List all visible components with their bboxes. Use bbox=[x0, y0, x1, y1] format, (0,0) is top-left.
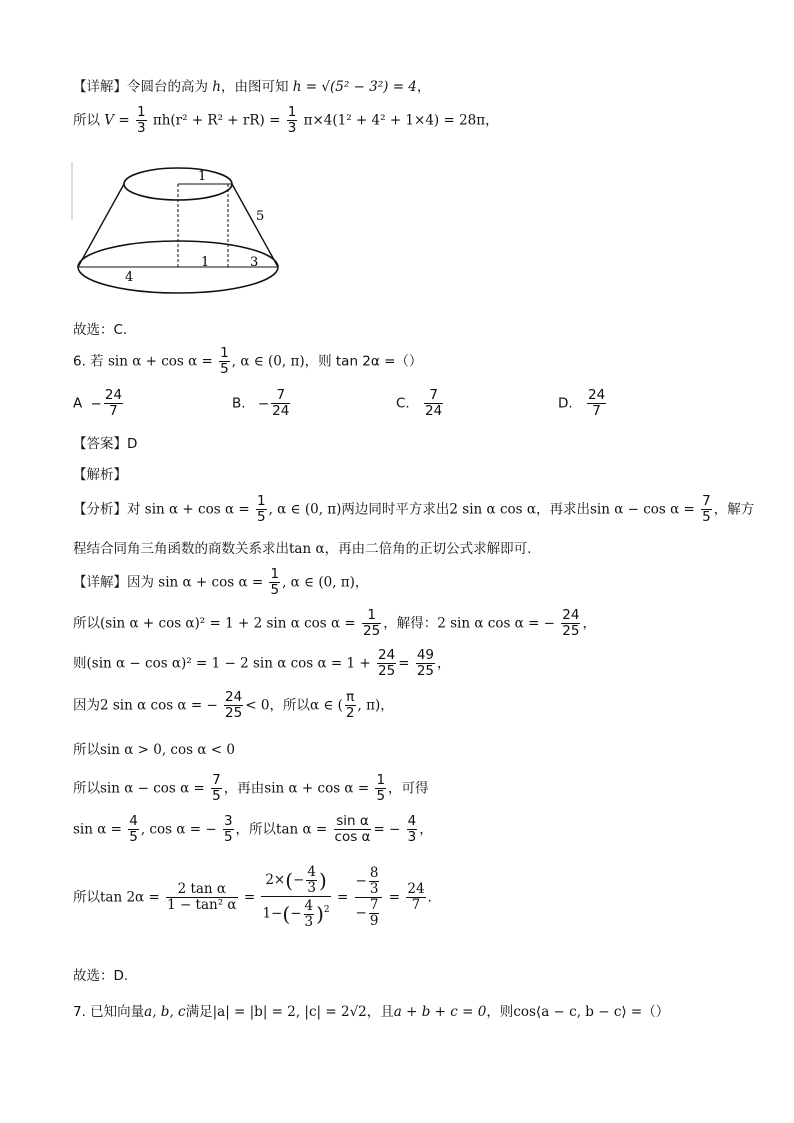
math: sin α − cos α = bbox=[100, 780, 205, 797]
text: ， bbox=[380, 697, 394, 714]
math: 2 sin α cos α bbox=[449, 501, 536, 518]
detail-text: 令圆台的高为 bbox=[127, 79, 208, 95]
option-a-fraction: $\frac{24}{7}$ bbox=[104, 387, 123, 419]
step-2 bbox=[73, 608, 596, 639]
text: ，再由 bbox=[223, 780, 265, 797]
text: ，所以 bbox=[269, 697, 310, 714]
math: sin α = bbox=[73, 821, 122, 838]
text: ，再由二倍角的正切公式求解即可. bbox=[324, 541, 532, 557]
text: ，所以 bbox=[235, 821, 277, 838]
text: 两边同时平方求出 bbox=[341, 501, 450, 518]
option-c bbox=[396, 388, 445, 419]
fenxi-line-2 bbox=[73, 537, 531, 557]
left-generatrix bbox=[78, 184, 124, 267]
text: 程结合同角三角函数的商数关系求出 bbox=[73, 541, 289, 557]
fraction-one-third-2: $\frac{1}{3}$ bbox=[287, 104, 297, 136]
math: |a| = |b| = 2, |c| = 2√2 bbox=[212, 1004, 367, 1020]
math: 2 sin α cos α = − bbox=[437, 615, 555, 632]
var-h: h bbox=[212, 79, 221, 95]
math: , π) bbox=[357, 697, 381, 714]
text: 所以 bbox=[73, 780, 100, 797]
detail-label: 【详解】 bbox=[73, 79, 127, 95]
math: = bbox=[398, 655, 410, 672]
text: ，解得： bbox=[383, 615, 438, 632]
math: < 0 bbox=[245, 697, 270, 714]
punct: ， bbox=[416, 79, 431, 95]
fenxi-line-1 bbox=[73, 494, 754, 525]
xiangjie-label: 【详解】 bbox=[73, 574, 127, 591]
label-bottom-radius: 4 bbox=[125, 270, 134, 285]
text: ，且 bbox=[366, 1004, 394, 1020]
fraction-compound: 2×(− $\frac{4}{3}$ ) 1−(− $\frac{4}{3}$ )$^2$ bbox=[262, 864, 330, 930]
math: α ∈ ( bbox=[309, 697, 343, 714]
volume-lhs: V = bbox=[104, 112, 130, 129]
math: sin α + cos α = bbox=[144, 501, 250, 518]
volume-line bbox=[73, 105, 499, 136]
math: , cos α = − bbox=[140, 821, 217, 838]
fraction-24-7: $\frac{24}{7}$ bbox=[407, 880, 425, 913]
option-letter: C. bbox=[396, 395, 410, 412]
label-top-radius: 1 bbox=[198, 169, 207, 184]
fraction-1-5: $\frac{1}{5}$ bbox=[376, 772, 386, 804]
answer-line bbox=[73, 432, 137, 452]
step-5 bbox=[73, 738, 235, 758]
option-c-fraction: $\frac{7}{24}$ bbox=[425, 387, 443, 419]
label-slant: 5 bbox=[256, 209, 265, 224]
text: 所以 bbox=[73, 889, 100, 906]
conclusion: 故选：D. bbox=[73, 968, 129, 984]
fraction-1-25: $\frac{1}{25}$ bbox=[363, 607, 381, 639]
answer-label: 【答案】 bbox=[73, 436, 127, 452]
previous-answer: 故选：C. bbox=[73, 322, 128, 338]
q6-range: , α ∈ (0, π) bbox=[231, 353, 305, 370]
fraction-one-third: $\frac{1}{3}$ bbox=[136, 104, 146, 136]
fraction-8-3-over-7-9: − $\frac{8}{3}$ − $\frac{7}{9}$ bbox=[355, 866, 383, 929]
step-7 bbox=[73, 814, 433, 845]
frustum-figure bbox=[70, 160, 290, 300]
fraction-24-25: $\frac{24}{25}$ bbox=[378, 647, 396, 679]
q6-ask: ，则 tan 2α =（） bbox=[304, 353, 423, 370]
option-letter: A bbox=[73, 395, 83, 412]
math: , α ∈ (0, π) bbox=[282, 574, 355, 591]
text: ，则 bbox=[486, 1004, 514, 1020]
text: ，解方 bbox=[713, 501, 755, 518]
volume-prefix: 所以 bbox=[73, 112, 100, 129]
q7-number: 7. 已知向量 bbox=[73, 1004, 145, 1020]
detail-line-1 bbox=[73, 75, 430, 95]
math: cos⟨a − c, b − c⟩ =（） bbox=[513, 1004, 670, 1020]
fraction-2tan-over: $\frac{\text{2 tan α}}{\text{1 − tan² α}}$ bbox=[167, 880, 237, 913]
option-d-fraction: $\frac{24}{7}$ bbox=[587, 387, 606, 419]
text: 所以 bbox=[73, 742, 100, 758]
math: (sin α + cos α)² = 1 + 2 sin α cos α = bbox=[100, 615, 356, 632]
fraction-24-25: $\frac{24}{25}$ bbox=[225, 689, 243, 721]
fraction-pi-2: $\frac{\pi}{2}$ bbox=[345, 689, 355, 721]
text: ， bbox=[419, 821, 433, 838]
answer-value: D bbox=[127, 436, 138, 452]
math: = − bbox=[373, 821, 401, 838]
text: ，可得 bbox=[388, 780, 429, 797]
volume-result: π×4(1² + 4² + 1×4) = 28π bbox=[303, 112, 486, 129]
option-sign: − bbox=[257, 395, 270, 412]
text: ， bbox=[437, 655, 451, 672]
option-b bbox=[232, 388, 292, 419]
text: ， bbox=[582, 615, 596, 632]
math: a + b + c = 0 bbox=[393, 1004, 487, 1020]
fenxi-label: 【分析】 bbox=[73, 501, 127, 518]
fraction-4-3: $\frac{4}{3}$ bbox=[407, 813, 417, 845]
analysis-label: 【解析】 bbox=[73, 467, 127, 483]
math: sin α > 0, cos α < 0 bbox=[100, 742, 235, 758]
fraction-sin-cos: $\frac{\text{sin α}}{\text{cos α}}$ bbox=[334, 813, 371, 845]
math: tan α bbox=[289, 541, 325, 557]
text: 因为 bbox=[73, 697, 100, 714]
label-inner-1: 1 bbox=[201, 255, 210, 270]
option-d bbox=[558, 388, 608, 419]
option-letter: B. bbox=[232, 395, 246, 412]
fraction-3-5: $\frac{3}{5}$ bbox=[223, 813, 233, 845]
step-1 bbox=[73, 567, 368, 598]
volume-formula: πh(r² + R² + rR) = bbox=[152, 112, 281, 129]
fraction-7-5: $\frac{7}{5}$ bbox=[702, 493, 711, 525]
q7-stem bbox=[73, 1000, 669, 1020]
q6-number: 6. 若 bbox=[73, 353, 104, 370]
text: 则 bbox=[73, 655, 87, 672]
fraction-49-25: $\frac{49}{25}$ bbox=[416, 647, 434, 679]
text: 所以 bbox=[73, 615, 100, 632]
math: tan α = bbox=[276, 821, 328, 838]
q6-stem bbox=[73, 346, 422, 377]
fraction-24-25: $\frac{24}{25}$ bbox=[562, 607, 580, 639]
vectors: a, b, c bbox=[144, 1004, 186, 1020]
fraction-7-5: $\frac{7}{5}$ bbox=[212, 772, 221, 804]
fraction-1-5: $\frac{1}{5}$ bbox=[270, 566, 280, 598]
text: 满足 bbox=[185, 1004, 213, 1020]
height-formula: h = √(5² − 3²) = 4 bbox=[292, 79, 417, 95]
step-8: 所以tan 2α = $\frac{\text{2 tan α}}{\text{1 − tan² α}}$ = 2×(− $\frac{4}{3}$ ) 1−(− $\frac{4}{3}$ )$^2$ = − $\frac{8}{3}$ − $\frac{7}{9}$ = $\frac{24}{7}$ . bbox=[73, 864, 432, 930]
option-letter: D. bbox=[558, 395, 573, 412]
detail-text-2: ，由图可知 bbox=[221, 79, 289, 95]
math: 2 sin α cos α = − bbox=[100, 697, 218, 714]
math: (sin α − cos α)² = 1 − 2 sin α cos α = 1 + bbox=[86, 655, 371, 672]
text: 因为 bbox=[127, 574, 154, 591]
q6-condition: sin α + cos α = bbox=[107, 353, 213, 370]
text: ，再求出 bbox=[535, 501, 590, 518]
math: , α ∈ (0, π) bbox=[268, 501, 342, 518]
option-a bbox=[73, 388, 125, 419]
step-6 bbox=[73, 773, 429, 804]
math: tan 2α = bbox=[100, 889, 160, 906]
text: ， bbox=[354, 574, 369, 591]
fraction-1-5: $\frac{1}{5}$ bbox=[256, 493, 266, 525]
math: sin α + cos α = bbox=[264, 780, 370, 797]
option-sign: − bbox=[90, 395, 102, 412]
math: sin α + cos α = bbox=[158, 574, 264, 591]
math: sin α − cos α = bbox=[589, 501, 695, 518]
text: 对 bbox=[127, 501, 141, 518]
fraction-4-5: $\frac{4}{5}$ bbox=[129, 813, 138, 845]
fraction-1-5: $\frac{1}{5}$ bbox=[220, 345, 229, 377]
punct: ， bbox=[485, 112, 499, 129]
option-b-fraction: $\frac{7}{24}$ bbox=[272, 387, 290, 419]
text: . bbox=[427, 889, 432, 906]
step-4 bbox=[73, 690, 394, 721]
step-3 bbox=[73, 648, 451, 679]
label-inner-3: 3 bbox=[250, 255, 259, 270]
